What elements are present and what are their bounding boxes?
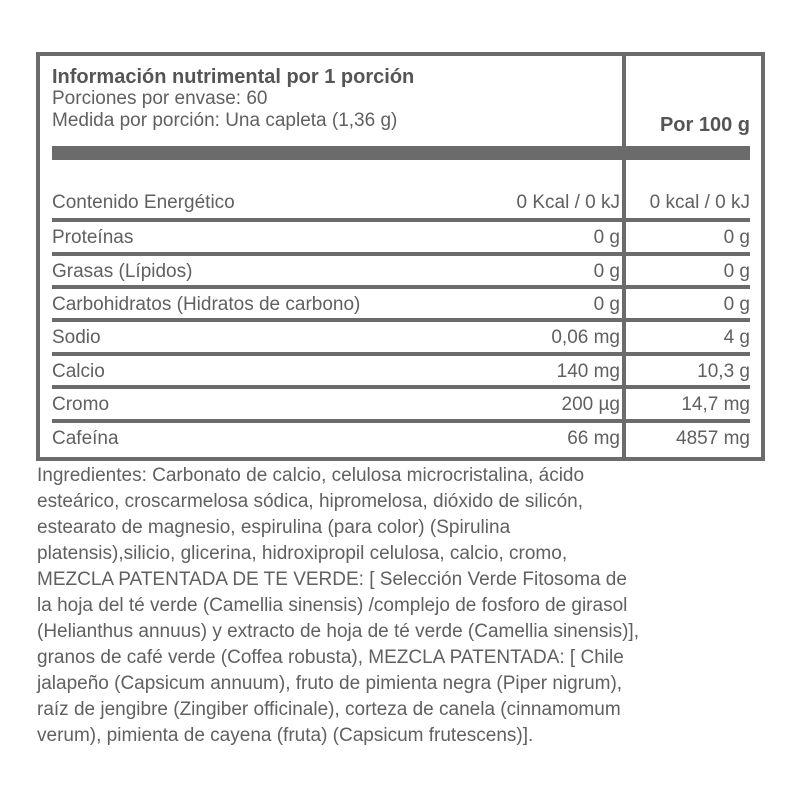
row-label: Carbohidratos (Hidratos de carbono) <box>52 294 361 315</box>
per-100g-value: 10,3 g <box>697 361 750 382</box>
table-row-chromium <box>52 389 750 419</box>
ingredients-line: MEZCLA PATENTADA DE TE VERDE: [ Selección Verde Fitosoma de <box>37 569 627 590</box>
row-label: Proteínas <box>52 227 134 248</box>
table-title: Información nutrimental por 1 porción <box>52 66 415 88</box>
per-serving-value: 0 g <box>593 261 620 282</box>
table-header <box>52 66 612 132</box>
per-100g-value: 0 g <box>723 294 750 315</box>
per-100g-value: 0 g <box>723 227 750 248</box>
ingredients-line: platensis),silicio, glicerina, hidroxipropil celulosa, calcio, cromo, <box>37 543 568 564</box>
table-row-carbohydrates <box>52 289 750 319</box>
ingredients-line: la hoja del té verde (Camellia sinensis) /complejo de fosforo de girasol <box>37 595 628 616</box>
row-label: Calcio <box>52 361 105 382</box>
per-serving-value: 140 mg <box>556 361 620 382</box>
ingredients-text <box>37 463 767 749</box>
table-row-energy <box>52 187 750 217</box>
row-label: Cromo <box>52 394 110 415</box>
ingredients-line: (Helianthus annuus) y extracto de hoja de té verde (Camellia sinensis)], <box>37 621 639 642</box>
per-serving-value: 66 mg <box>567 428 620 449</box>
per-100g-value: 14,7 mg <box>681 394 750 415</box>
ingredients-line: granos de café verde (Coffea robusta), MEZCLA PATENTADA: [ Chile <box>37 647 624 668</box>
table-row-fats <box>52 256 750 286</box>
per-serving-value: 0 g <box>593 227 620 248</box>
row-label: Cafeína <box>52 428 119 449</box>
per-100g-value: 0 kcal / 0 kJ <box>649 192 750 213</box>
per-serving-value: 0 Kcal / 0 kJ <box>516 192 620 213</box>
row-label: Sodio <box>52 327 101 348</box>
header-divider-bar <box>52 146 750 160</box>
row-label: Grasas (Lípidos) <box>52 261 193 282</box>
per-serving-value: 0 g <box>593 294 620 315</box>
per-100g-value: 4 g <box>723 327 750 348</box>
table-row-sodium <box>52 322 750 352</box>
table-row-proteins <box>52 222 750 252</box>
per-serving-value: 200 µg <box>561 394 620 415</box>
nutrition-facts-table <box>36 52 765 461</box>
per-serving-value: 0,06 mg <box>551 327 620 348</box>
ingredients-line: estearato de magnesio, espirulina (para color) (Spirulina <box>37 517 511 538</box>
ingredients-line: Ingredientes: Carbonato de calcio, celulosa microcristalina, ácido <box>37 465 585 486</box>
table-row-calcium <box>52 356 750 386</box>
per-100g-header: Por 100 g <box>659 114 750 136</box>
row-label: Contenido Energético <box>52 192 235 213</box>
per-100g-value: 0 g <box>723 261 750 282</box>
ingredients-line: esteárico, croscarmelosa sódica, hipromelosa, dióxido de silicón, <box>37 491 583 512</box>
ingredients-line: raíz de jengibre (Zingiber officinale), corteza de canela (cinnamomum <box>37 699 621 720</box>
ingredients-line: jalapeño (Capsicum annuum), fruto de pimienta negra (Piper nigrum), <box>37 673 623 694</box>
ingredients-line: verum), pimienta de cayena (fruta) (Capsicum frutescens)]. <box>37 725 534 746</box>
table-row-caffeine <box>52 423 750 453</box>
serving-size: Medida por porción: Una capleta (1,36 g) <box>52 110 398 131</box>
per-100g-value: 4857 mg <box>676 428 750 449</box>
servings-per-container: Porciones por envase: 60 <box>52 88 268 109</box>
